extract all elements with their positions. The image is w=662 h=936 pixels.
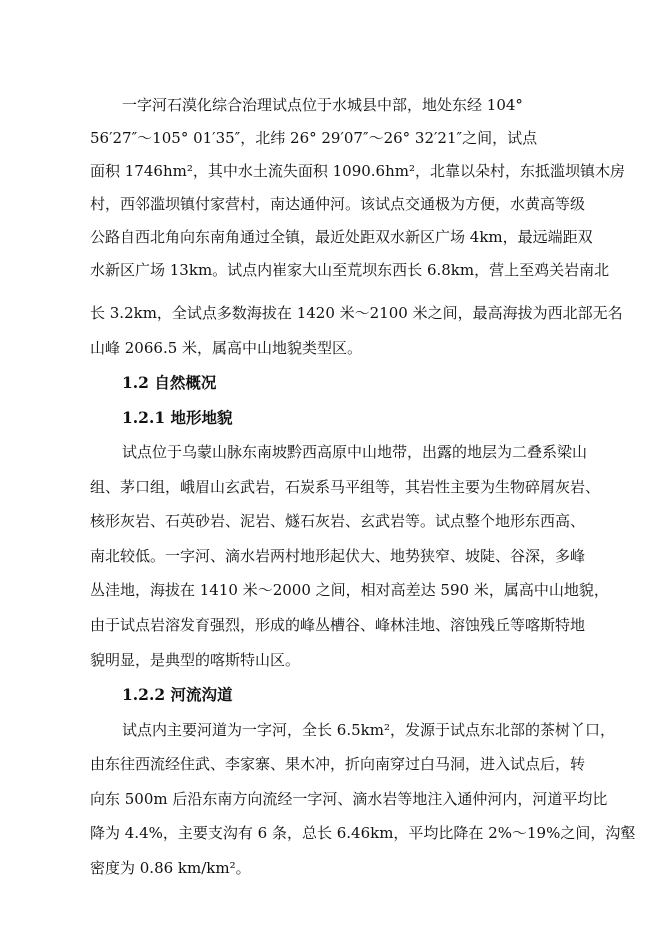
text-line: 由东往西流经住武、李家寨、果木冲，折向南穿过白马洞，进入试点后，转 — [90, 755, 586, 773]
text-line: 山峰 2066.5 米，属高中山地貌类型区。 — [90, 339, 363, 357]
text-line: 试点内主要河道为一字河，全长 6.5km²，发源于试点东北部的茶树丫口， — [122, 721, 615, 739]
text-line: 长 3.2km，全试点多数海拔在 1420 米～2100 米之间，最高海拔为西北部无名 — [90, 304, 623, 322]
text-line: 丛洼地，海拔在 1410 米～2000 之间，相对高差达 590 米，属高中山地貌， — [90, 581, 609, 599]
subsection-heading: 1.2.2 河流沟道 — [122, 685, 233, 704]
text-line: 56′27″～105° 01′35″，北纬 26° 29′07″～26° 32′21″之间，试点 — [90, 129, 538, 147]
text-line: 组、茅口组，峨眉山玄武岩，石炭系马平组等，其岩性主要为生物碎屑灰岩、 — [90, 478, 601, 496]
text-line: 试点位于乌蒙山脉东南坡黔西高原中山地带，出露的地层为二叠系梁山 — [122, 443, 588, 461]
subsection-heading: 1.2.1 地形地貌 — [122, 408, 233, 427]
text-line: 貌明显，是典型的喀斯特山区。 — [90, 651, 301, 669]
section-heading: 1.2 自然概况 — [122, 373, 217, 392]
text-line: 公路自西北角向东南角通过全镇，最近处距双水新区广场 4km，最远端距双 — [90, 228, 593, 246]
text-line: 一字河石漠化综合治理试点位于水城县中部，地处东经 104° — [122, 96, 523, 114]
text-line: 核形灰岩、石英砂岩、泥岩、燧石灰岩、玄武岩等。试点整个地形东西高、 — [90, 512, 586, 530]
text-line: 由于试点岩溶发育强烈，形成的峰丛槽谷、峰林洼地、溶蚀残丘等喀斯特地 — [90, 616, 586, 634]
text-line: 南北较低。一字河、滴水岩两村地形起伏大、地势狭窄、坡陡、谷深，多峰 — [90, 547, 586, 565]
text-line: 村，西邻滥坝镇付家营村，南达通仲河。该试点交通极为方便，水黄高等级 — [90, 195, 586, 213]
text-line: 水新区广场 13km。试点内崔家大山至荒坝东西长 6.8km，营上至鸡关岩南北 — [90, 261, 610, 279]
text-line: 向东 500m 后沿东南方向流经一字河、滴水岩等地注入通仲河内，河道平均比 — [90, 790, 608, 808]
text-line: 密度为 0.86 km/km²。 — [90, 859, 251, 877]
text-line: 降为 4.4%，主要支沟有 6 条，总长 6.46km，平均比降在 2%～19%之间，沟壑 — [90, 824, 636, 842]
text-line: 面积 1746hm²，其中水土流失面积 1090.6hm²，北靠以朵村，东抵滥坝镇木房 — [90, 162, 625, 180]
